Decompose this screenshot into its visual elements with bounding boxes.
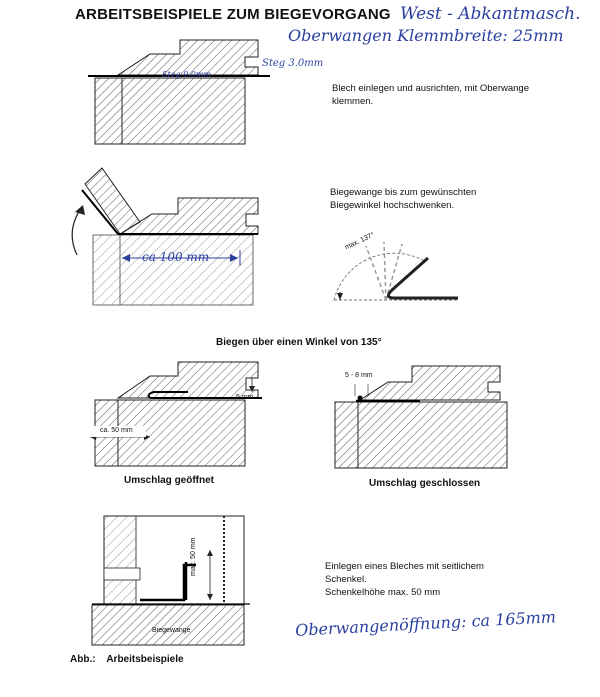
handwritten-note-opening: Oberwangenöffnung: ca 165mm: [294, 607, 557, 640]
fig1-caption: Blech einlegen und ausrichten, mit Oberwange klemmen.: [332, 83, 529, 107]
fig5-caption-line2: Schenkel.: [325, 574, 367, 585]
handwritten-note-strip: Steg 3.0mm: [262, 58, 324, 69]
handwritten-note-clamp: Oberwangen Klemmbreite: 25mm: [288, 26, 564, 45]
fig5-caption: [325, 560, 535, 599]
fig3-dim-width: ca. 50 mm: [100, 427, 133, 434]
footer-text: Arbeitsbeispiele: [106, 654, 184, 665]
fig1-drawing: [88, 40, 270, 144]
handwritten-note-depth: Steg 9.0mm: [162, 70, 211, 79]
footer-label: Abb.:: [70, 654, 96, 665]
fig4-drawing: [335, 366, 507, 468]
fig3-dim-gap: 5 mm: [236, 394, 254, 401]
fig4-dim-gap: 5 - 8 mm: [345, 372, 373, 379]
fig5-dim-height: max. 50 mm: [190, 537, 197, 576]
fig2-caption: Biegewange bis zum gewünschten Biegewinkel hochschwenken.: [330, 187, 477, 211]
fig5-drawing: [92, 516, 250, 645]
fig5-caption-line3: Schenkelhöhe max. 50 mm: [325, 587, 441, 598]
fig5-caption-line1: Einlegen eines Bleches mit seitlichem: [325, 561, 484, 572]
page-title: ARBEITSBEISPIELE ZUM BIEGEVORGANG: [75, 6, 391, 23]
section-heading: Biegen über einen Winkel von 135°: [216, 337, 382, 348]
handwritten-note-length: ca 100 mm: [142, 250, 210, 264]
fig3-caption: Umschlag geöffnet: [124, 475, 215, 486]
fig4-caption: Umschlag geschlossen: [369, 478, 481, 489]
angle-label: max. 137°: [344, 231, 376, 252]
fig3-drawing: [90, 362, 262, 466]
handwritten-note-machine: West - Abkantmasch.: [400, 4, 581, 24]
fig5-part-label: Biegewange: [152, 627, 191, 634]
footer-caption: [70, 654, 184, 665]
